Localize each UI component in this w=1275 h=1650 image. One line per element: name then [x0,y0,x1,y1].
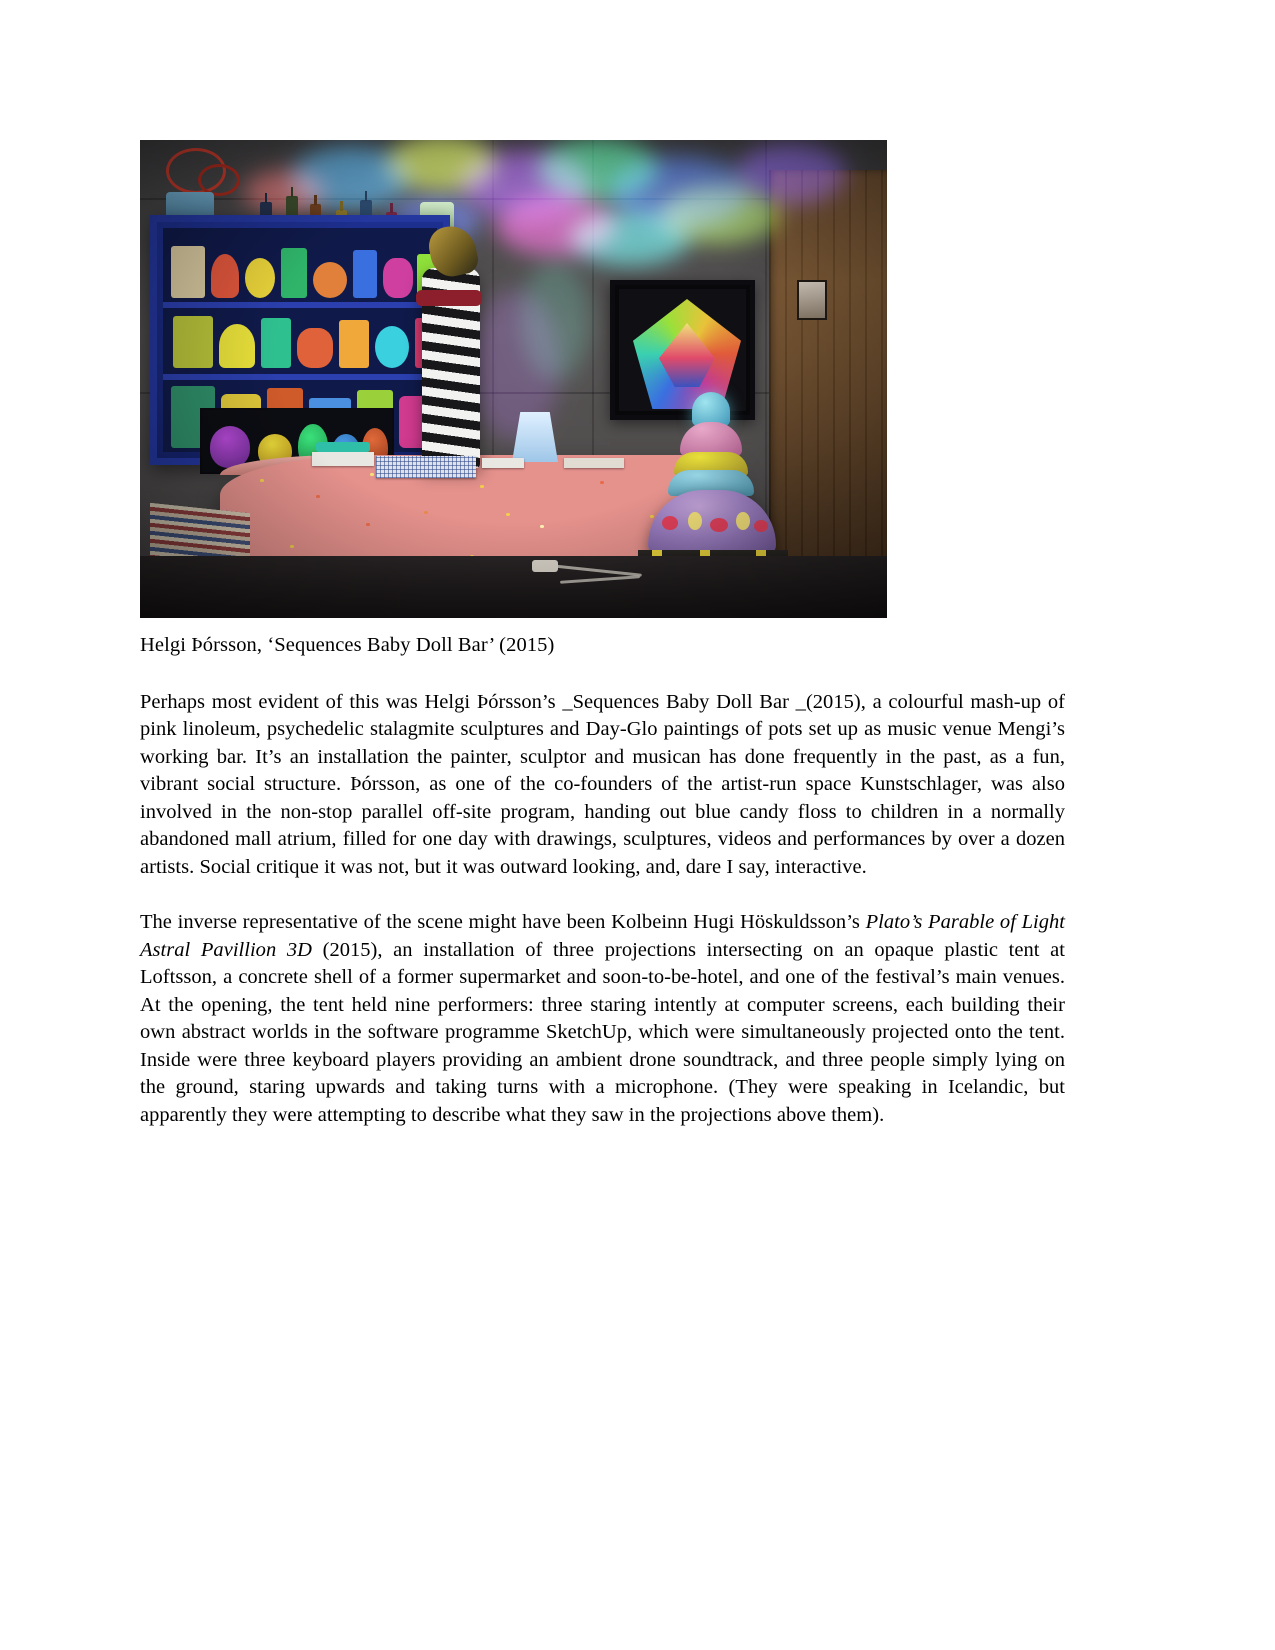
paragraph-2-text-part-1: The inverse representative of the scene might have been Kolbeinn Hugi Höskuldsson’s [140,911,866,934]
shelf-object [339,320,369,368]
artwork-canvas [619,289,746,411]
shelf-object [211,254,239,298]
shelf-object [297,328,333,368]
figure-caption: Helgi Þórsson, ‘Sequences Baby Doll Bar’ (2015) [140,634,555,656]
paragraph-1-text: Perhaps most evident of this was Helgi Þórsson’s _Sequences Baby Doll Bar _(2015), a colourful mash-up of pink linoleum, psychedelic stalagmite sculptures and Day-Glo paintings of pots set up as music venue Mengi’s working bar. It’s an installation the painter, sculptor and musican has done frequently in the past, as a fun, vibrant social structure. Þórsson, as one of the co-founders of the artist-run space Kunstschlager, was also involved in the non-stop parallel off-site program, handing out blue candy floss to children in a normally abandoned mall atrium, filled for one day with drawings, sculptures, videos and performances by over a dozen artists. Social critique it was not, but it was outward looking, and, dare I say, interactive. [140,690,1065,878]
installation-photograph [140,140,887,618]
shelf-object [383,258,413,298]
dome-decoration [754,520,768,532]
teal-object-on-bar [316,442,370,452]
power-strip [532,560,558,572]
shelf-object [353,250,377,298]
shelf-object [219,324,255,368]
shelf-object [171,246,205,298]
grid-paper-sheet [376,456,476,478]
shelf-object [245,258,275,298]
shelf-object [313,262,347,298]
disco-light-blob [736,144,846,204]
shelf-object [375,326,409,368]
disco-light-blob [520,260,590,380]
glowing-sculpture-top [692,392,730,426]
shelf-object [261,318,291,368]
sculpture-collar [416,290,482,306]
artwork-title-italic: Plato’s Parable of Light Astral Pavillion 3D [140,911,1065,961]
document-content [140,140,1065,1129]
dome-decoration [662,516,678,530]
shelf-object [173,316,213,368]
framed-photo-small [797,280,827,320]
photo-scene [140,140,887,618]
shelf-object [281,248,307,298]
cabinet-shelf [163,374,437,380]
dome-decoration [688,512,702,530]
paragraph-2 [140,909,1065,1129]
dome-decoration [736,512,750,530]
cabinet-shelf [163,302,437,308]
paper-sheet [564,458,624,468]
painted-pot [210,426,250,468]
framed-artwork [610,280,755,420]
paragraph-1 [140,689,1065,882]
floor [140,556,887,618]
paper-sheet [482,458,524,468]
dome-decoration [710,518,728,532]
paragraph-2-text-part-2: (2015), an installation of three projections intersecting on an opaque plastic tent at Loftsson, a concrete shell of a former supermarket and soon-to-be-hotel, and one of the festival’s main venues. At the opening, the tent held nine performers: three staring intently at computer screens, each building their own abstract worlds in the software programme SketchUp, which were simultaneously projected onto the tent. Inside were three keyboard players providing an ambient drone soundtrack, and three people simply lying on the ground, staring upwards and taking turns with a microphone. (They were speaking in Icelandic, but apparently they were attempting to describe what they saw in the projections above them). [140,938,1065,1126]
paper-sheet [312,452,374,466]
